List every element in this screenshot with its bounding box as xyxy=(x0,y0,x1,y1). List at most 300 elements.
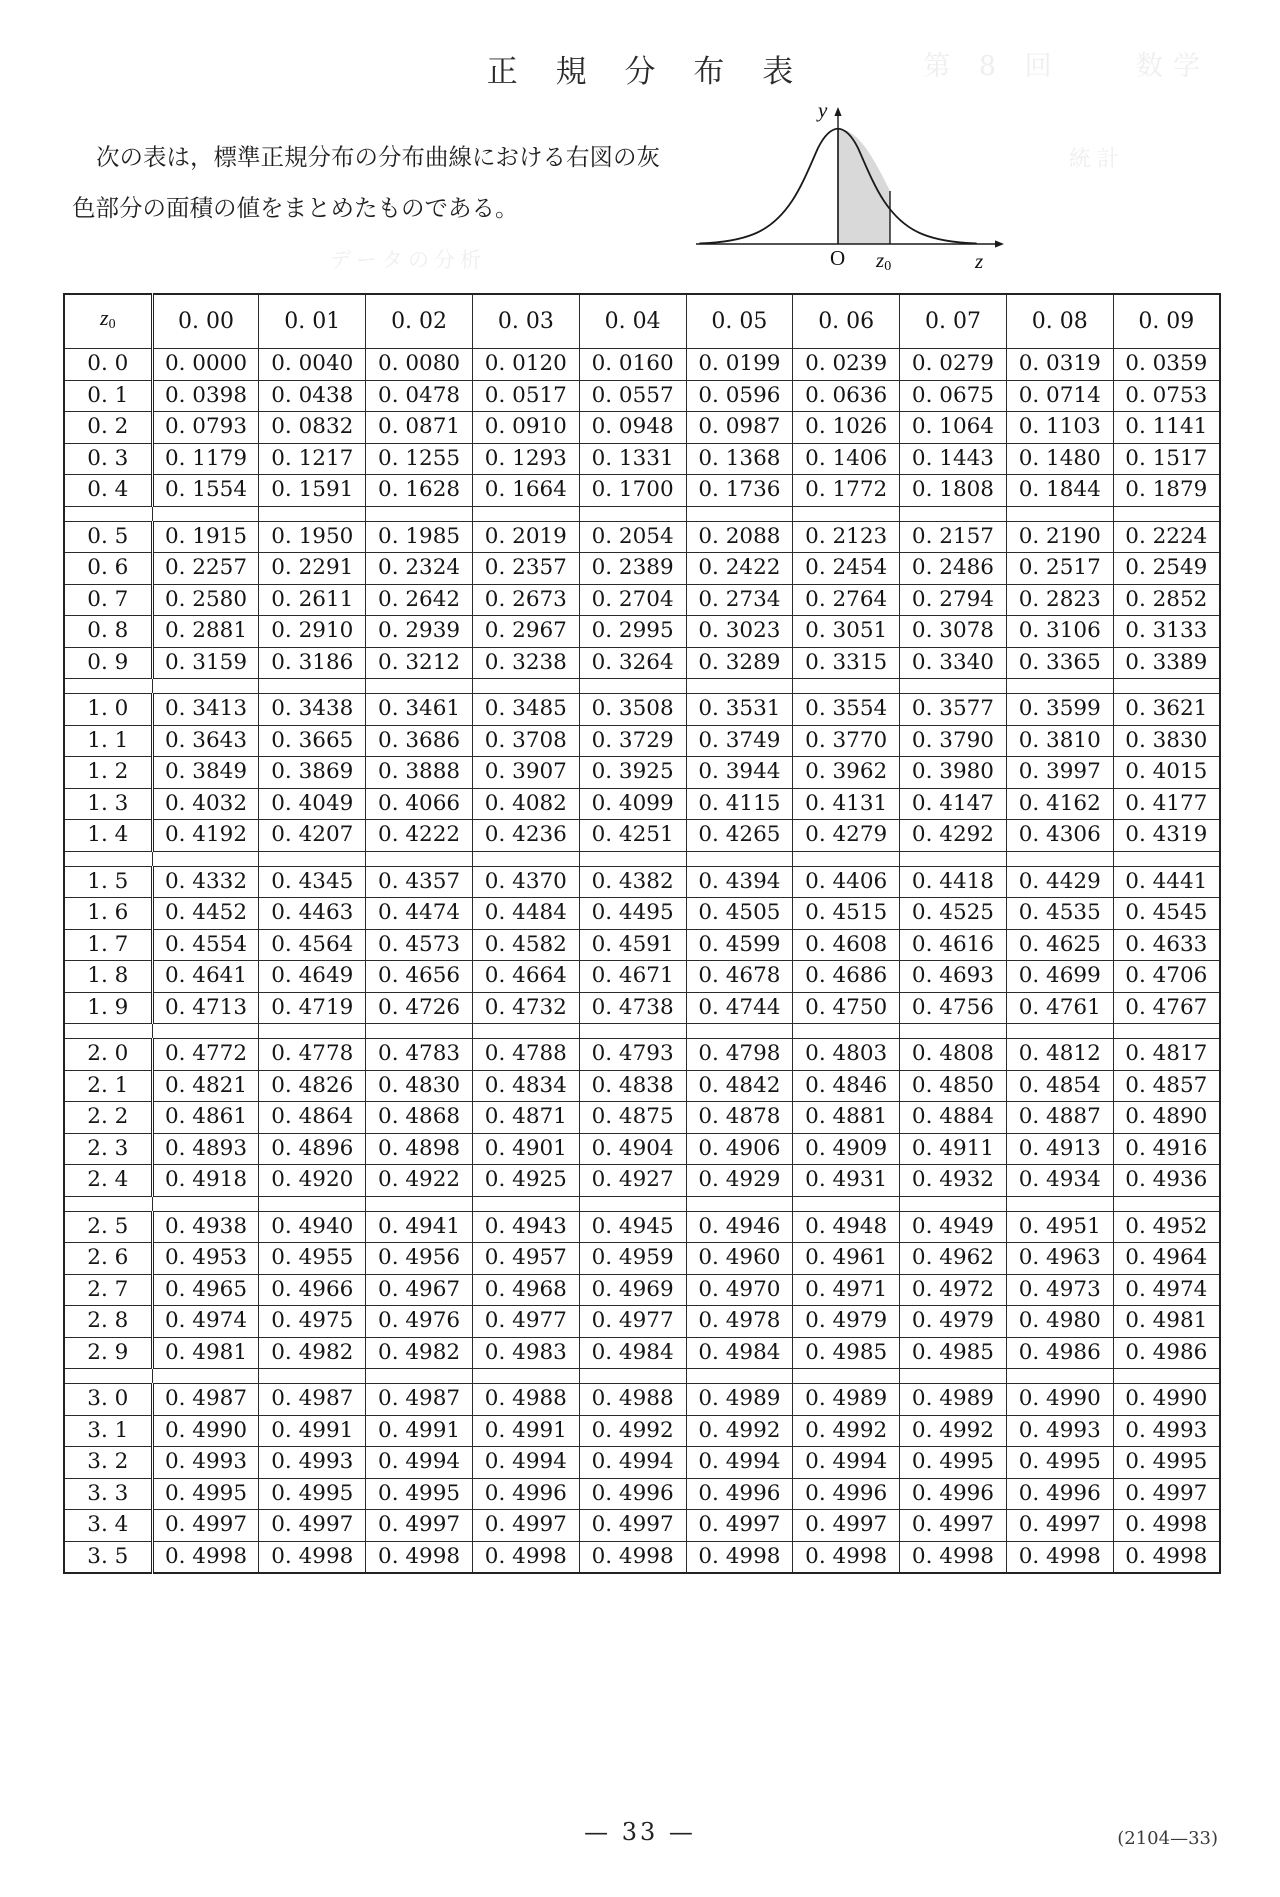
table-cell: 0. 2517 xyxy=(1006,553,1113,585)
table-cell: 0. 4918 xyxy=(152,1165,259,1197)
spacer-cell xyxy=(793,1369,900,1384)
table-cell: 0. 4463 xyxy=(259,898,366,930)
table-cell: 0. 1179 xyxy=(152,443,259,475)
table-cell: 0. 4997 xyxy=(259,1510,366,1542)
spacer-cell xyxy=(793,851,900,866)
column-header-8: 0. 08 xyxy=(1006,294,1113,349)
table-row xyxy=(64,584,1220,616)
table-cell: 0. 4686 xyxy=(793,961,900,993)
table-cell: 0. 0000 xyxy=(152,349,259,381)
table-cell: 0. 2549 xyxy=(1113,553,1220,585)
table-cell: 0. 4890 xyxy=(1113,1102,1220,1134)
table-cell: 0. 4713 xyxy=(152,992,259,1024)
table-cell: 0. 4936 xyxy=(1113,1165,1220,1197)
table-cell: 0. 4938 xyxy=(152,1211,259,1243)
z-axis-label: z xyxy=(975,249,984,273)
table-cell: 0. 2823 xyxy=(1006,584,1113,616)
table-cell: 0. 4906 xyxy=(686,1133,793,1165)
spacer-cell xyxy=(686,851,793,866)
table-cell: 0. 4998 xyxy=(1006,1541,1113,1573)
table-cell: 0. 4967 xyxy=(366,1274,473,1306)
table-cell: 0. 4842 xyxy=(686,1070,793,1102)
row-index-cell: 2. 4 xyxy=(64,1165,152,1197)
table-cell: 0. 4850 xyxy=(900,1070,1007,1102)
table-cell: 0. 4591 xyxy=(579,929,686,961)
table-head xyxy=(64,294,1220,349)
row-index-cell: 1. 3 xyxy=(64,788,152,820)
spacer-cell xyxy=(366,679,473,694)
table-cell: 0. 4997 xyxy=(579,1510,686,1542)
table-cell: 0. 4732 xyxy=(472,992,579,1024)
spacer-cell xyxy=(259,1369,366,1384)
spacer-cell xyxy=(152,851,259,866)
table-cell: 0. 2852 xyxy=(1113,584,1220,616)
intro-paragraph xyxy=(72,132,712,234)
x-axis-arrowhead xyxy=(995,240,1004,247)
table-cell: 0. 3413 xyxy=(152,694,259,726)
table-cell: 0. 0753 xyxy=(1113,380,1220,412)
normal-distribution-table-wrapper xyxy=(63,293,1221,1574)
table-cell: 0. 4864 xyxy=(259,1102,366,1134)
table-cell: 0. 0987 xyxy=(686,412,793,444)
table-cell: 0. 1331 xyxy=(579,443,686,475)
table-cell: 0. 4474 xyxy=(366,898,473,930)
spacer-cell xyxy=(900,679,1007,694)
table-cell: 0. 3106 xyxy=(1006,616,1113,648)
row-index-cell: 2. 7 xyxy=(64,1274,152,1306)
table-cell: 0. 0675 xyxy=(900,380,1007,412)
table-row xyxy=(64,1039,1220,1071)
table-cell: 0. 0714 xyxy=(1006,380,1113,412)
column-header-9: 0. 09 xyxy=(1113,294,1220,349)
row-index-cell: 1. 8 xyxy=(64,961,152,993)
row-index-cell: 1. 7 xyxy=(64,929,152,961)
row-index-cell: 0. 9 xyxy=(64,647,152,679)
table-cell: 0. 4817 xyxy=(1113,1039,1220,1071)
spacer-cell xyxy=(1006,679,1113,694)
table-cell: 0. 0948 xyxy=(579,412,686,444)
table-cell: 0. 4989 xyxy=(793,1384,900,1416)
row-index-cell: 2. 2 xyxy=(64,1102,152,1134)
spacer-cell xyxy=(152,679,259,694)
table-cell: 0. 0199 xyxy=(686,349,793,381)
table-row xyxy=(64,380,1220,412)
spacer-cell xyxy=(64,1369,152,1384)
table-cell: 0. 4641 xyxy=(152,961,259,993)
table-cell: 0. 4599 xyxy=(686,929,793,961)
spacer-cell xyxy=(152,1369,259,1384)
table-cell: 0. 4992 xyxy=(579,1415,686,1447)
spacer-cell xyxy=(1113,1369,1220,1384)
bleed-through-text-mid: 統計 xyxy=(1068,147,1125,172)
table-cell: 0. 4911 xyxy=(900,1133,1007,1165)
table-cell: 0. 2881 xyxy=(152,616,259,648)
table-cell: 0. 4985 xyxy=(793,1337,900,1369)
table-cell: 0. 4418 xyxy=(900,866,1007,898)
table-cell: 0. 2324 xyxy=(366,553,473,585)
table-row xyxy=(64,992,1220,1024)
table-cell: 0. 4162 xyxy=(1006,788,1113,820)
table-cell: 0. 4251 xyxy=(579,820,686,852)
table-cell: 0. 4995 xyxy=(366,1478,473,1510)
row-index-cell: 2. 0 xyxy=(64,1039,152,1071)
table-cell: 0. 4207 xyxy=(259,820,366,852)
table-row xyxy=(64,1447,1220,1479)
table-cell: 0. 4987 xyxy=(259,1384,366,1416)
table-cell: 0. 4996 xyxy=(900,1478,1007,1510)
table-cell: 0. 3907 xyxy=(472,757,579,789)
column-header-6: 0. 06 xyxy=(793,294,900,349)
spacer-cell xyxy=(366,1196,473,1211)
table-cell: 0. 3665 xyxy=(259,725,366,757)
table-cell: 0. 4857 xyxy=(1113,1070,1220,1102)
spacer-cell xyxy=(472,679,579,694)
table-cell: 0. 2389 xyxy=(579,553,686,585)
spacer-cell xyxy=(472,1369,579,1384)
table-cell: 0. 4904 xyxy=(579,1133,686,1165)
table-cell: 0. 4997 xyxy=(793,1510,900,1542)
table-cell: 0. 4991 xyxy=(259,1415,366,1447)
row-index-cell: 1. 5 xyxy=(64,866,152,898)
table-cell: 0. 2939 xyxy=(366,616,473,648)
table-cell: 0. 2910 xyxy=(259,616,366,648)
row-index-cell: 3. 4 xyxy=(64,1510,152,1542)
table-row xyxy=(64,788,1220,820)
table-cell: 0. 3686 xyxy=(366,725,473,757)
table-cell: 0. 4998 xyxy=(793,1541,900,1573)
table-cell: 0. 0517 xyxy=(472,380,579,412)
spacer-cell xyxy=(579,1196,686,1211)
row-index-cell: 1. 1 xyxy=(64,725,152,757)
table-cell: 0. 0279 xyxy=(900,349,1007,381)
spacer-cell xyxy=(64,1196,152,1211)
table-cell: 0. 2054 xyxy=(579,521,686,553)
table-cell: 0. 4969 xyxy=(579,1274,686,1306)
spacer-cell xyxy=(900,1369,1007,1384)
intro-line-2: 色部分の面積の値をまとめたものである。 xyxy=(72,194,519,222)
table-cell: 0. 2486 xyxy=(900,553,1007,585)
table-cell: 0. 0871 xyxy=(366,412,473,444)
row-index-cell: 2. 5 xyxy=(64,1211,152,1243)
row-index-cell: 1. 0 xyxy=(64,694,152,726)
spacer-cell xyxy=(579,851,686,866)
spacer-cell xyxy=(259,1024,366,1039)
origin-label: O xyxy=(830,246,846,270)
table-cell: 0. 4830 xyxy=(366,1070,473,1102)
spacer-cell xyxy=(366,1369,473,1384)
column-header-z0 xyxy=(64,294,152,349)
table-cell: 0. 0040 xyxy=(259,349,366,381)
spacer-cell xyxy=(64,679,152,694)
spacer-cell xyxy=(64,506,152,521)
table-cell: 0. 4986 xyxy=(1006,1337,1113,1369)
table-cell: 0. 4319 xyxy=(1113,820,1220,852)
table-cell: 0. 4982 xyxy=(259,1337,366,1369)
table-cell: 0. 0319 xyxy=(1006,349,1113,381)
spacer-cell xyxy=(472,1024,579,1039)
table-cell: 0. 4952 xyxy=(1113,1211,1220,1243)
table-cell: 0. 1443 xyxy=(900,443,1007,475)
table-cell: 0. 1406 xyxy=(793,443,900,475)
table-cell: 0. 4664 xyxy=(472,961,579,993)
table-cell: 0. 4985 xyxy=(900,1337,1007,1369)
table-cell: 0. 1628 xyxy=(366,475,473,507)
table-cell: 0. 4959 xyxy=(579,1243,686,1275)
table-cell: 0. 4974 xyxy=(152,1306,259,1338)
table-group-spacer xyxy=(64,1369,1220,1384)
table-cell: 0. 4977 xyxy=(472,1306,579,1338)
table-cell: 0. 4977 xyxy=(579,1306,686,1338)
table-cell: 0. 1141 xyxy=(1113,412,1220,444)
table-cell: 0. 4929 xyxy=(686,1165,793,1197)
row-index-cell: 3. 5 xyxy=(64,1541,152,1573)
table-cell: 0. 4934 xyxy=(1006,1165,1113,1197)
table-cell: 0. 4147 xyxy=(900,788,1007,820)
table-cell: 0. 4995 xyxy=(1113,1447,1220,1479)
table-cell: 0. 4968 xyxy=(472,1274,579,1306)
table-row xyxy=(64,553,1220,585)
table-cell: 0. 4535 xyxy=(1006,898,1113,930)
table-cell: 0. 4015 xyxy=(1113,757,1220,789)
row-index-cell: 0. 7 xyxy=(64,584,152,616)
table-cell: 0. 2967 xyxy=(472,616,579,648)
table-cell: 0. 4812 xyxy=(1006,1039,1113,1071)
table-group-spacer xyxy=(64,851,1220,866)
table-cell: 0. 3708 xyxy=(472,725,579,757)
spacer-cell xyxy=(793,1196,900,1211)
table-cell: 0. 4990 xyxy=(1113,1384,1220,1416)
normal-distribution-table xyxy=(63,293,1221,1574)
table-cell: 0. 3554 xyxy=(793,694,900,726)
table-row xyxy=(64,898,1220,930)
spacer-cell xyxy=(1113,851,1220,866)
table-cell: 0. 4998 xyxy=(472,1541,579,1573)
table-cell: 0. 4990 xyxy=(1006,1384,1113,1416)
table-cell: 0. 4995 xyxy=(900,1447,1007,1479)
table-cell: 0. 4441 xyxy=(1113,866,1220,898)
table-cell: 0. 4573 xyxy=(366,929,473,961)
table-cell: 0. 4988 xyxy=(472,1384,579,1416)
row-index-cell: 1. 6 xyxy=(64,898,152,930)
spacer-cell xyxy=(366,851,473,866)
spacer-cell xyxy=(793,506,900,521)
row-index-cell: 0. 5 xyxy=(64,521,152,553)
bleed-through-text-lower: データの分析 xyxy=(330,248,486,272)
table-cell: 0. 3159 xyxy=(152,647,259,679)
spacer-cell xyxy=(259,679,366,694)
table-cell: 0. 3830 xyxy=(1113,725,1220,757)
table-cell: 0. 4994 xyxy=(579,1447,686,1479)
table-cell: 0. 4998 xyxy=(152,1541,259,1573)
table-cell: 0. 4049 xyxy=(259,788,366,820)
table-cell: 0. 3186 xyxy=(259,647,366,679)
table-cell: 0. 4984 xyxy=(579,1337,686,1369)
table-group-spacer xyxy=(64,1024,1220,1039)
table-cell: 0. 4972 xyxy=(900,1274,1007,1306)
table-cell: 0. 0398 xyxy=(152,380,259,412)
table-row xyxy=(64,1510,1220,1542)
z0-label-subscript: 0 xyxy=(884,259,892,274)
table-cell: 0. 1480 xyxy=(1006,443,1113,475)
table-cell: 0. 4582 xyxy=(472,929,579,961)
table-row xyxy=(64,1337,1220,1369)
table-cell: 0. 3051 xyxy=(793,616,900,648)
row-index-cell: 0. 8 xyxy=(64,616,152,648)
table-cell: 0. 4931 xyxy=(793,1165,900,1197)
column-header-0: 0. 00 xyxy=(152,294,259,349)
table-cell: 0. 3212 xyxy=(366,647,473,679)
table-cell: 0. 4991 xyxy=(366,1415,473,1447)
spacer-cell xyxy=(900,851,1007,866)
table-cell: 0. 4871 xyxy=(472,1102,579,1134)
table-cell: 0. 3790 xyxy=(900,725,1007,757)
row-index-cell: 3. 0 xyxy=(64,1384,152,1416)
table-cell: 0. 4981 xyxy=(1113,1306,1220,1338)
table-row xyxy=(64,961,1220,993)
table-row xyxy=(64,475,1220,507)
spacer-cell xyxy=(366,1024,473,1039)
table-cell: 0. 4861 xyxy=(152,1102,259,1134)
table-cell: 0. 4616 xyxy=(900,929,1007,961)
table-cell: 0. 4192 xyxy=(152,820,259,852)
table-cell: 0. 1915 xyxy=(152,521,259,553)
table-cell: 0. 2673 xyxy=(472,584,579,616)
table-cell: 0. 4998 xyxy=(579,1541,686,1573)
table-cell: 0. 4896 xyxy=(259,1133,366,1165)
table-cell: 0. 3869 xyxy=(259,757,366,789)
column-header-3: 0. 03 xyxy=(472,294,579,349)
table-cell: 0. 4793 xyxy=(579,1039,686,1071)
shaded-area xyxy=(838,129,890,244)
table-cell: 0. 4913 xyxy=(1006,1133,1113,1165)
column-header-4: 0. 04 xyxy=(579,294,686,349)
table-cell: 0. 4981 xyxy=(152,1337,259,1369)
table-cell: 0. 4994 xyxy=(472,1447,579,1479)
table-cell: 0. 4979 xyxy=(900,1306,1007,1338)
table-cell: 0. 4955 xyxy=(259,1243,366,1275)
table-cell: 0. 4992 xyxy=(900,1415,1007,1447)
spacer-cell xyxy=(686,1369,793,1384)
spacer-cell xyxy=(1006,851,1113,866)
row-index-cell: 0. 4 xyxy=(64,475,152,507)
row-index-cell: 1. 4 xyxy=(64,820,152,852)
table-cell: 0. 4996 xyxy=(472,1478,579,1510)
table-cell: 0. 4998 xyxy=(259,1541,366,1573)
row-index-cell: 0. 6 xyxy=(64,553,152,585)
table-cell: 0. 4699 xyxy=(1006,961,1113,993)
table-cell: 0. 1293 xyxy=(472,443,579,475)
table-cell: 0. 4429 xyxy=(1006,866,1113,898)
table-cell: 0. 1255 xyxy=(366,443,473,475)
table-cell: 0. 4452 xyxy=(152,898,259,930)
table-cell: 0. 4783 xyxy=(366,1039,473,1071)
table-cell: 0. 3770 xyxy=(793,725,900,757)
table-cell: 0. 4960 xyxy=(686,1243,793,1275)
table-cell: 0. 0793 xyxy=(152,412,259,444)
table-cell: 0. 4993 xyxy=(152,1447,259,1479)
table-cell: 0. 3599 xyxy=(1006,694,1113,726)
row-index-cell: 3. 3 xyxy=(64,1478,152,1510)
table-cell: 0. 3749 xyxy=(686,725,793,757)
table-cell: 0. 4980 xyxy=(1006,1306,1113,1338)
table-cell: 0. 4987 xyxy=(152,1384,259,1416)
table-cell: 0. 4803 xyxy=(793,1039,900,1071)
table-cell: 0. 4345 xyxy=(259,866,366,898)
table-cell: 0. 3643 xyxy=(152,725,259,757)
table-cell: 0. 0160 xyxy=(579,349,686,381)
table-cell: 0. 1064 xyxy=(900,412,1007,444)
table-group-spacer xyxy=(64,1196,1220,1211)
table-cell: 0. 4964 xyxy=(1113,1243,1220,1275)
table-row xyxy=(64,757,1220,789)
table-cell: 0. 4989 xyxy=(900,1384,1007,1416)
table-group-spacer xyxy=(64,679,1220,694)
table-cell: 0. 3078 xyxy=(900,616,1007,648)
table-cell: 0. 4898 xyxy=(366,1133,473,1165)
table-cell: 0. 4965 xyxy=(152,1274,259,1306)
table-header-row xyxy=(64,294,1220,349)
table-cell: 0. 4963 xyxy=(1006,1243,1113,1275)
table-group-spacer xyxy=(64,506,1220,521)
table-cell: 0. 4998 xyxy=(366,1541,473,1573)
column-header-2: 0. 02 xyxy=(366,294,473,349)
table-row xyxy=(64,725,1220,757)
table-cell: 0. 4976 xyxy=(366,1306,473,1338)
table-cell: 0. 2224 xyxy=(1113,521,1220,553)
row-index-cell: 0. 0 xyxy=(64,349,152,381)
table-cell: 0. 4671 xyxy=(579,961,686,993)
table-cell: 0. 4726 xyxy=(366,992,473,1024)
spacer-cell xyxy=(1113,679,1220,694)
table-cell: 0. 4920 xyxy=(259,1165,366,1197)
table-cell: 0. 4893 xyxy=(152,1133,259,1165)
table-cell: 0. 4887 xyxy=(1006,1102,1113,1134)
table-cell: 0. 2454 xyxy=(793,553,900,585)
table-cell: 0. 4956 xyxy=(366,1243,473,1275)
table-cell: 0. 4941 xyxy=(366,1211,473,1243)
table-cell: 0. 4998 xyxy=(900,1541,1007,1573)
intro-line-1: 次の表は，標準正規分布の分布曲線における右図の灰 xyxy=(96,143,660,171)
spacer-cell xyxy=(1113,1196,1220,1211)
table-cell: 0. 4979 xyxy=(793,1306,900,1338)
table-cell: 0. 4945 xyxy=(579,1211,686,1243)
table-cell: 0. 4998 xyxy=(686,1541,793,1573)
row-index-cell: 0. 3 xyxy=(64,443,152,475)
table-cell: 0. 3315 xyxy=(793,647,900,679)
table-cell: 0. 0120 xyxy=(472,349,579,381)
table-cell: 0. 4996 xyxy=(793,1478,900,1510)
spacer-cell xyxy=(472,506,579,521)
table-row xyxy=(64,1211,1220,1243)
table-cell: 0. 3925 xyxy=(579,757,686,789)
bell-curve-svg xyxy=(690,96,1020,286)
spacer-cell xyxy=(686,506,793,521)
table-cell: 0. 4265 xyxy=(686,820,793,852)
table-cell: 0. 2019 xyxy=(472,521,579,553)
table-cell: 0. 4332 xyxy=(152,866,259,898)
table-row xyxy=(64,1306,1220,1338)
table-cell: 0. 0359 xyxy=(1113,349,1220,381)
table-cell: 0. 4649 xyxy=(259,961,366,993)
spacer-cell xyxy=(793,679,900,694)
table-cell: 0. 3729 xyxy=(579,725,686,757)
table-cell: 0. 0438 xyxy=(259,380,366,412)
table-cell: 0. 2611 xyxy=(259,584,366,616)
table-cell: 0. 4998 xyxy=(1113,1541,1220,1573)
table-cell: 0. 3849 xyxy=(152,757,259,789)
table-cell: 0. 0080 xyxy=(366,349,473,381)
table-cell: 0. 4987 xyxy=(366,1384,473,1416)
